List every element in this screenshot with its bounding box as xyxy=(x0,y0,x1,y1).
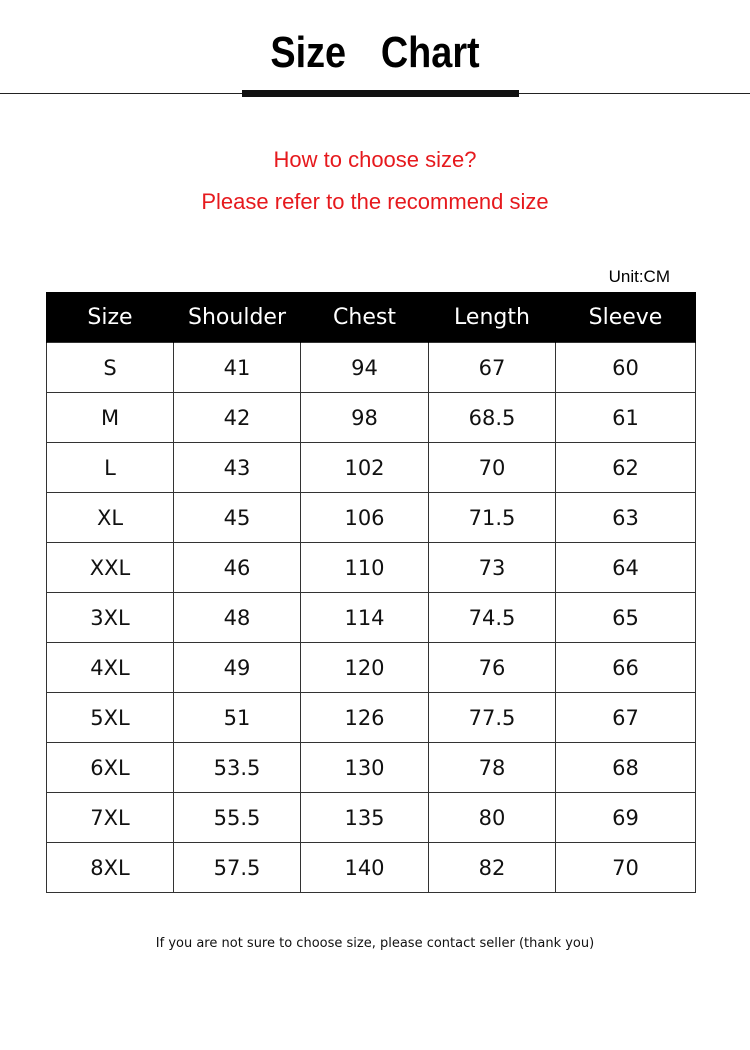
cell-chest: 94 xyxy=(301,343,429,393)
cell-length: 71.5 xyxy=(429,493,556,543)
cell-chest: 98 xyxy=(301,393,429,443)
footer-note: If you are not sure to choose size, please contact seller (thank you) xyxy=(155,936,595,951)
cell-sleeve: 68 xyxy=(556,743,696,793)
cell-shoulder: 49 xyxy=(174,643,301,693)
cell-shoulder: 43 xyxy=(174,443,301,493)
cell-chest: 126 xyxy=(301,693,429,743)
cell-size: XL xyxy=(47,493,174,543)
size-question: How to choose size? xyxy=(273,147,477,172)
cell-chest: 114 xyxy=(301,593,429,643)
cell-sleeve: 64 xyxy=(556,543,696,593)
cell-chest: 135 xyxy=(301,793,429,843)
cell-size: 4XL xyxy=(47,643,174,693)
column-header-shoulder: Shoulder xyxy=(174,292,301,343)
column-header-size: Size xyxy=(47,292,174,343)
cell-size: XXL xyxy=(47,543,174,593)
cell-length: 74.5 xyxy=(429,593,556,643)
cell-shoulder: 53.5 xyxy=(174,743,301,793)
table-row xyxy=(47,593,696,643)
cell-shoulder: 45 xyxy=(174,493,301,543)
cell-size: 8XL xyxy=(47,843,174,893)
cell-length: 78 xyxy=(429,743,556,793)
cell-length: 77.5 xyxy=(429,693,556,743)
table-row xyxy=(47,393,696,443)
cell-size: L xyxy=(47,443,174,493)
table-row xyxy=(47,793,696,843)
cell-shoulder: 57.5 xyxy=(174,843,301,893)
cell-chest: 140 xyxy=(301,843,429,893)
cell-chest: 106 xyxy=(301,493,429,543)
cell-shoulder: 51 xyxy=(174,693,301,743)
cell-size: 5XL xyxy=(47,693,174,743)
table-row xyxy=(47,543,696,593)
cell-size: M xyxy=(47,393,174,443)
column-header-sleeve: Sleeve xyxy=(556,292,696,343)
cell-shoulder: 46 xyxy=(174,543,301,593)
cell-length: 76 xyxy=(429,643,556,693)
table-row xyxy=(47,643,696,693)
size-table xyxy=(46,292,696,893)
column-header-length: Length xyxy=(429,292,556,343)
cell-sleeve: 60 xyxy=(556,343,696,393)
table-row xyxy=(47,693,696,743)
cell-shoulder: 55.5 xyxy=(174,793,301,843)
cell-length: 70 xyxy=(429,443,556,493)
column-header-chest: Chest xyxy=(301,292,429,343)
cell-sleeve: 65 xyxy=(556,593,696,643)
cell-sleeve: 69 xyxy=(556,793,696,843)
cell-sleeve: 66 xyxy=(556,643,696,693)
cell-chest: 120 xyxy=(301,643,429,693)
cell-sleeve: 70 xyxy=(556,843,696,893)
cell-shoulder: 42 xyxy=(174,393,301,443)
page-title: Size Chart xyxy=(270,28,480,77)
table-row xyxy=(47,443,696,493)
table-row xyxy=(47,493,696,543)
cell-size: 6XL xyxy=(47,743,174,793)
cell-shoulder: 48 xyxy=(174,593,301,643)
unit-label: Unit:CM xyxy=(608,267,670,286)
cell-length: 80 xyxy=(429,793,556,843)
title-underline-bar xyxy=(242,90,519,97)
cell-chest: 110 xyxy=(301,543,429,593)
size-recommendation: Please refer to the recommend size xyxy=(201,189,549,214)
cell-chest: 102 xyxy=(301,443,429,493)
cell-sleeve: 63 xyxy=(556,493,696,543)
cell-length: 73 xyxy=(429,543,556,593)
cell-length: 68.5 xyxy=(429,393,556,443)
cell-sleeve: 61 xyxy=(556,393,696,443)
cell-size: 3XL xyxy=(47,593,174,643)
cell-length: 67 xyxy=(429,343,556,393)
table-row xyxy=(47,843,696,893)
cell-sleeve: 62 xyxy=(556,443,696,493)
cell-shoulder: 41 xyxy=(174,343,301,393)
cell-chest: 130 xyxy=(301,743,429,793)
cell-sleeve: 67 xyxy=(556,693,696,743)
cell-size: 7XL xyxy=(47,793,174,843)
cell-length: 82 xyxy=(429,843,556,893)
table-row xyxy=(47,743,696,793)
table-header-row xyxy=(47,292,696,343)
table-row xyxy=(47,343,696,393)
cell-size: S xyxy=(47,343,174,393)
